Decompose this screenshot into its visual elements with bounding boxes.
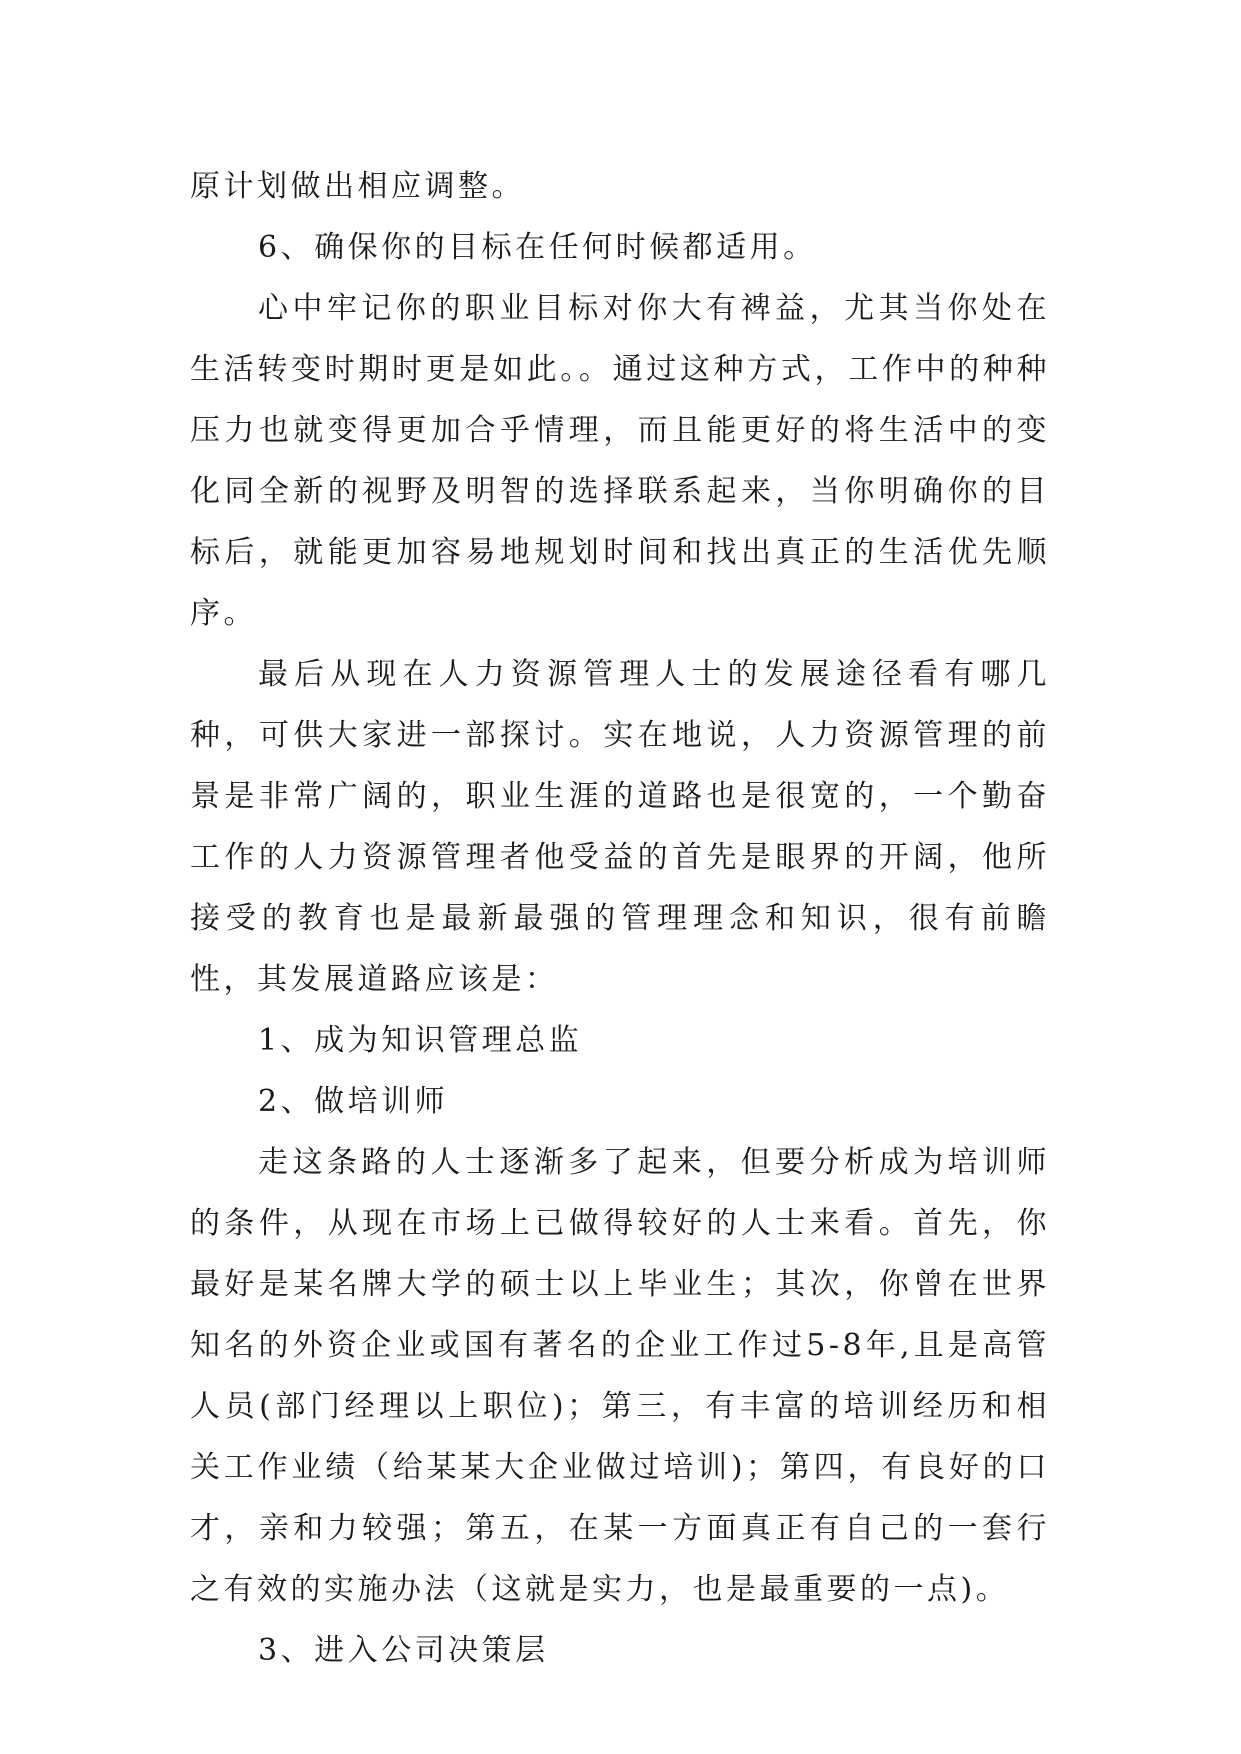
list-item-2: 2、做培训师 (258, 1084, 449, 1119)
list-item-6: 6、确保你的目标在任何时候都适用。 (258, 230, 817, 265)
document-body (190, 156, 1050, 1681)
paragraph-hr-development: 最后从现在人力资源管理人士的发展途径看有哪几种，可供大家进一部探讨。实在地说，人力资源管理的前景是非常广阔的，职业生涯的道路也是很宽的，一个勤奋工作的人力资源管理者他受益的首先是眼界的开阔，他所接受的教育也是最新最强的管理理念和知识，很有前瞻性，其发展道路应该是： (190, 657, 1050, 997)
list-item-1: 1、成为知识管理总监 (258, 1023, 583, 1058)
paragraph-career-goal: 心中牢记你的职业目标对你大有裨益，尤其当你处在生活转变时期时更是如此。。通过这种方式，工作中的种种压力也就变得更加合乎情理，而且能更好的将生活中的变化同全新的视野及明智的选择联系起来，当你明确你的目标后，就能更加容易地规划时间和找出真正的生活优先顺序。 (190, 291, 1050, 631)
paragraph-continuation: 原计划做出相应调整。 (190, 169, 525, 204)
list-item-3: 3、进入公司决策层 (258, 1633, 549, 1668)
paragraph-trainer-conditions: 走这条路的人士逐渐多了起来，但要分析成为培训师的条件，从现在市场上已做得较好的人士来看。首先，你最好是某名牌大学的硕士以上毕业生；其次，你曾在世界知名的外资企业或国有著名的企业工作过5-8年,且是高管人员(部门经理以上职位)；第三，有丰富的培训经历和相关工作业绩（给某某大企业做过培训)；第四，有良好的口才，亲和力较强；第五，在某一方面真正有自己的一套行之有效的实施办法（这就是实力，也是最重要的一点)。 (190, 1145, 1050, 1607)
